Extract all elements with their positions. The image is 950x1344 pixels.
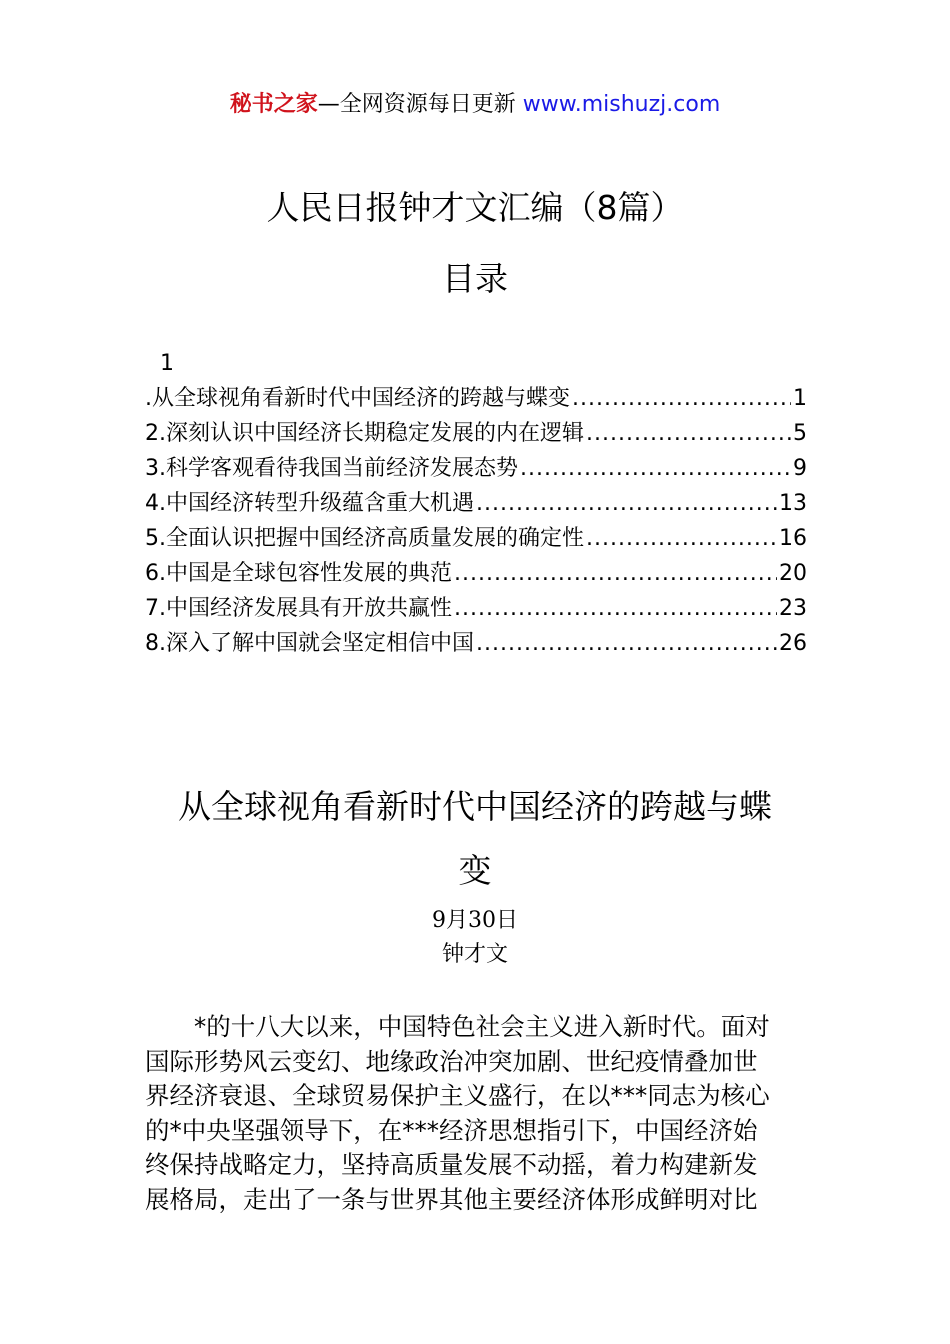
body-line: 国际形势风云变幻、地缘政治冲突加剧、世纪疫情叠加世 — [145, 1046, 758, 1076]
toc-entry[interactable] — [145, 521, 807, 556]
article-date: 9月30日 — [432, 908, 518, 933]
header-tagline: —全网资源每日更新 — [317, 92, 523, 117]
toc-entry-title: 6.中国是全球包容性发展的典范 — [145, 561, 452, 586]
toc-heading: 目录 — [442, 259, 508, 298]
toc-leader-dots — [586, 521, 777, 556]
document-title: 人民日报钟才文汇编（8篇） — [266, 188, 684, 227]
toc-entry[interactable] — [145, 416, 807, 451]
toc-entry[interactable] — [145, 626, 807, 661]
toc-leader-dots — [572, 381, 791, 416]
article-title-line: 变 — [458, 851, 492, 890]
toc-entry-page: 26 — [779, 631, 807, 656]
body-line: 终保持战略定力，坚持高质量发展不动摇，着力构建新发 — [145, 1150, 758, 1179]
article-title-line: 从全球视角看新时代中国经济的跨越与蝶 — [178, 787, 772, 826]
body-line: *的十八大以来，中国特色社会主义进入新时代。面对 — [194, 1012, 770, 1041]
toc-leader-dots — [454, 556, 777, 591]
table-of-contents — [145, 346, 807, 661]
article-title — [140, 775, 810, 903]
toc-entry[interactable] — [145, 451, 807, 486]
toc-entry[interactable] — [145, 381, 807, 416]
toc-entry-title: 8.深入了解中国就会坚定相信中国 — [145, 631, 474, 656]
toc-entry-title: 2.深刻认识中国经济长期稳定发展的内在逻辑 — [145, 421, 584, 446]
toc-leader-dots — [476, 626, 777, 661]
body-line: 展格局，走出了一条与世界其他主要经济体形成鲜明对比 — [145, 1184, 758, 1214]
site-header — [0, 90, 950, 120]
toc-entry[interactable] — [145, 591, 807, 626]
brand-name: 秘书之家 — [229, 92, 318, 117]
toc-entry-page: 20 — [779, 561, 807, 586]
toc-entry-title: 3.科学客观看待我国当前经济发展态势 — [145, 456, 518, 481]
toc-entry-page: 13 — [779, 491, 807, 516]
site-url-link[interactable]: www.mishuzj.com — [522, 92, 721, 117]
toc-entry-title: 7.中国经济发展具有开放共赢性 — [145, 596, 452, 621]
toc-entry-page: 23 — [779, 596, 807, 621]
toc-leader-dots — [476, 486, 777, 521]
toc-first-number: 1 — [160, 351, 174, 376]
toc-leader-dots — [586, 416, 791, 451]
body-line: 界经济衰退、全球贸易保护主义盛行，在以***同志为核心 — [145, 1081, 770, 1110]
toc-entry[interactable] — [145, 556, 807, 591]
toc-entry-title: 5.全面认识把握中国经济高质量发展的确定性 — [145, 526, 584, 551]
toc-entry-page: 16 — [779, 526, 807, 551]
toc-leader-dots — [454, 591, 777, 626]
toc-leader-dots — [520, 451, 791, 486]
article-author: 钟才文 — [441, 942, 508, 967]
toc-entry-page: 1 — [793, 386, 807, 411]
article-body — [145, 1010, 810, 1217]
toc-entry[interactable] — [145, 486, 807, 521]
body-line: 的*中央坚强领导下，在***经济思想指引下，中国经济始 — [145, 1115, 758, 1145]
toc-entry-page: 5 — [793, 421, 807, 446]
toc-entry-page: 9 — [793, 456, 807, 481]
toc-entry-title: .从全球视角看新时代中国经济的跨越与蝶变 — [145, 386, 570, 411]
toc-entry-title: 4.中国经济转型升级蕴含重大机遇 — [145, 491, 474, 516]
